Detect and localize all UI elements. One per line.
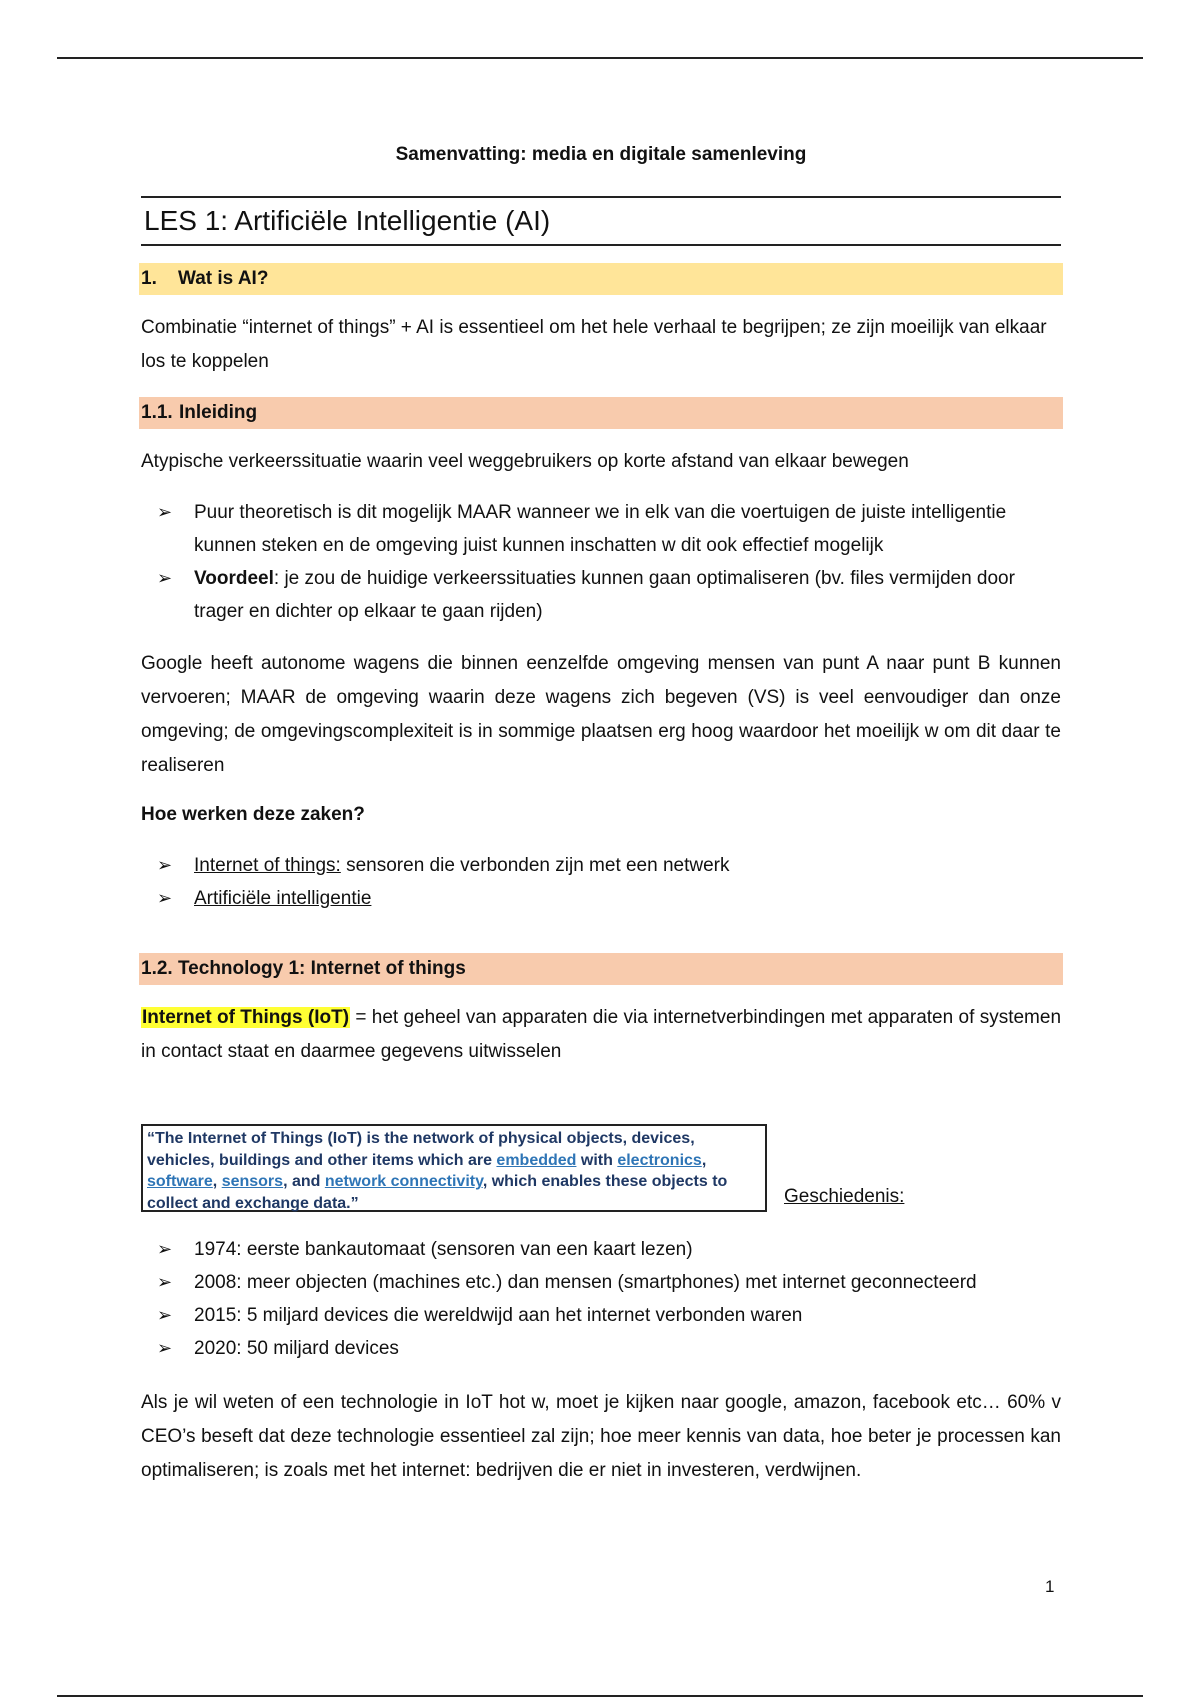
list-item <box>141 849 1061 882</box>
history-label: Geschiedenis: <box>784 1186 905 1207</box>
history-item: 1974: eerste bankautomaat (sensoren van een kaart lezen) <box>194 1239 693 1260</box>
list-item <box>141 1266 1061 1299</box>
quote-link-software[interactable]: software <box>147 1173 213 1190</box>
arrow-bullet-icon: ➢ <box>157 1305 173 1325</box>
question-heading: Hoe werken deze zaken? <box>141 804 365 825</box>
quote-text: , <box>701 1151 707 1169</box>
iot-term-highlight: Internet of Things (IoT) <box>142 1007 350 1028</box>
section-1-title: Wat is AI? <box>178 268 269 289</box>
list-item <box>141 1299 1061 1332</box>
history-item: 2015: 5 miljard devices die wereldwijd aan het internet verbonden waren <box>194 1305 803 1326</box>
bullet-text: : je zou de huidige verkeerssituaties kunnen gaan optimaliseren (bv. files vermijden door trager en dichter op elkaar te gaan rijden) <box>194 568 1015 622</box>
arrow-bullet-icon: ➢ <box>157 568 173 588</box>
section-1-heading <box>139 263 1063 295</box>
quote-link-sensors[interactable]: sensors <box>221 1173 284 1190</box>
how-it-works-list <box>141 849 1061 915</box>
quote-link-embedded[interactable]: embedded <box>496 1151 577 1169</box>
arrow-bullet-icon: ➢ <box>157 888 173 908</box>
list-item <box>141 1233 1061 1266</box>
document-title: Samenvatting: media en digitale samenleving <box>395 144 807 165</box>
section-1-number: 1. <box>141 268 157 289</box>
lesson-title <box>141 196 1061 246</box>
page-number: 1 <box>1045 1577 1055 1596</box>
history-item: 2020: 50 miljard devices <box>194 1338 399 1359</box>
lesson-title-text: LES 1: Artificiële Intelligentie (AI) <box>144 205 551 236</box>
closing-paragraph: Als je wil weten of een technologie in IoT hot w, moet je kijken naar google, amazon, facebook etc… 60% v CEO’s beseft dat deze technologie essentieel zal zijn; hoe meer kennis van data, hoe beter je processen kan optimaliseren; is zoals met het internet: bedrijven die er niet in investeren, verdwijnen. <box>141 1392 1061 1481</box>
top-page-rule <box>57 57 1143 59</box>
quote-text: , which enables these objects to collect and exchange data.” <box>147 1173 728 1212</box>
quote-link-network-connectivity[interactable]: network connectivity <box>324 1173 483 1190</box>
quote-link-electronics[interactable]: electronics <box>617 1151 702 1169</box>
bullet-bold-term: Voordeel <box>194 568 274 589</box>
quote-text: , <box>212 1173 222 1190</box>
quote-text: “The Internet of Things (IoT) is the network of physical objects, devices, vehicles, buildings and other items which are <box>147 1130 695 1169</box>
iot-definition-text: = het geheel van apparaten die via internetverbindingen met apparaten of systemen in contact staat en daarmee gegevens uitwisselen <box>141 1007 1062 1062</box>
history-list <box>141 1233 1061 1365</box>
section-1-1-heading <box>139 397 1063 429</box>
quote-text: , and <box>283 1173 325 1190</box>
section-1-2-title: Technology 1: Internet of things <box>177 958 466 979</box>
arrow-bullet-icon: ➢ <box>157 502 173 522</box>
quote-text: with <box>576 1151 618 1169</box>
iot-definition <box>141 1001 1061 1069</box>
arrow-bullet-icon: ➢ <box>157 1272 173 1292</box>
inleiding-bullet-list <box>141 496 1061 628</box>
section-1-intro: Combinatie “internet of things” + AI is essentieel om het hele verhaal te begrijpen; ze zijn moeilijk van elkaar los te koppelen <box>141 317 1047 372</box>
list-item <box>141 562 1061 628</box>
iot-label: Internet of things: <box>194 855 341 876</box>
arrow-bullet-icon: ➢ <box>157 1338 173 1358</box>
history-item: 2008: meer objecten (machines etc.) dan mensen (smartphones) met internet geconnecteerd <box>194 1272 977 1293</box>
list-item <box>141 496 1061 562</box>
list-item <box>141 882 1061 915</box>
ai-label: Artificiële intelligentie <box>194 888 372 909</box>
bullet-text: Puur theoretisch is dit mogelijk MAAR wanneer we in elk van die voertuigen de juiste intelligentie kunnen steken en de omgeving juist kunnen inschatten w dit ook effectief mogelijk <box>194 502 1007 556</box>
arrow-bullet-icon: ➢ <box>157 1239 173 1259</box>
section-1-2-number: 1.2. <box>141 958 173 979</box>
arrow-bullet-icon: ➢ <box>157 855 173 875</box>
iot-quote-box <box>141 1124 767 1212</box>
bottom-page-rule <box>57 1695 1143 1697</box>
list-item <box>141 1332 1061 1365</box>
google-paragraph: Google heeft autonome wagens die binnen eenzelfde omgeving mensen van punt A naar punt B kunnen vervoeren; MAAR de omgeving waarin deze wagens zich begeven (VS) is veel eenvoudiger dan onze omgeving; de omgevingscomplexiteit is in sommige plaatsen erg hoog waardoor het moeilijk w om dit daar te realiseren <box>141 653 1061 776</box>
iot-description: sensoren die verbonden zijn met een netwerk <box>340 855 730 876</box>
section-1-1-intro: Atypische verkeerssituatie waarin veel weggebruikers op korte afstand van elkaar bewegen <box>141 451 909 472</box>
section-1-1-title: Inleiding <box>179 402 258 423</box>
section-1-1-number: 1.1. <box>141 402 173 423</box>
section-1-2-heading <box>139 953 1063 985</box>
